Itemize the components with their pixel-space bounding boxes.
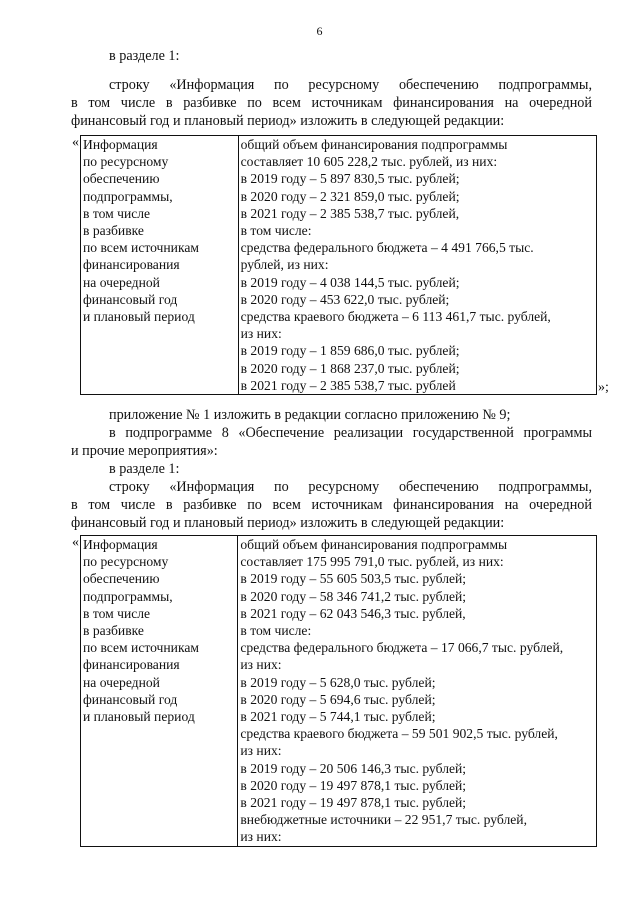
cell-line: Информация — [83, 137, 158, 152]
open-quote: « — [72, 535, 79, 550]
cell-line: в 2020 году – 58 346 741,2 тыс. рублей; — [240, 588, 467, 604]
cell-line: в 2020 году – 2 321 859,0 тыс. рублей; — [240, 188, 460, 204]
cell-line: в разбивке — [83, 223, 144, 239]
right-cell-lines — [241, 136, 594, 394]
cell-line: обеспечению — [83, 171, 160, 187]
cell-line: средства краевого бюджета – 59 501 902,5 тыс. рублей, — [240, 726, 558, 742]
cell-line: в 2021 году – 19 497 878,1 тыс. рублей; — [240, 795, 467, 811]
resource-table-2 — [80, 535, 597, 847]
cell-line: в 2019 году – 1 859 686,0 тыс. рублей; — [240, 343, 460, 359]
table-row — [81, 536, 597, 847]
cell-line: подпрограммы, — [83, 588, 173, 604]
intro-line: финансовый год и плановый период» изложить в следующей редакции: — [71, 113, 505, 129]
cell-line: составляет 175 995 791,0 тыс. рублей, из них: — [240, 554, 504, 570]
cell-line: в том числе — [83, 205, 151, 221]
cell-line: в том числе: — [240, 623, 312, 639]
cell-line: по всем источникам — [83, 640, 199, 656]
left-cell — [81, 536, 238, 847]
right-cell-lines — [240, 536, 594, 846]
cell-line: внебюджетные источники – 22 951,7 тыс. рублей, — [240, 812, 527, 828]
cell-line: и плановый период — [83, 709, 195, 725]
cell-line: в разбивке — [83, 623, 144, 639]
resource-table-1 — [80, 135, 597, 395]
cell-line: в том числе: — [240, 223, 312, 239]
intro-line: в том числе в разбивке по всем источникам финансирования на очередной — [71, 95, 592, 111]
cell-line: финансирования — [83, 657, 180, 673]
appendix-line: приложение № 1 изложить в редакции согласно приложению № 9; — [109, 407, 511, 423]
cell-line: в 2019 году – 4 038 144,5 тыс. рублей; — [240, 274, 460, 290]
right-cell — [238, 136, 596, 395]
section-label: в разделе 1: — [109, 461, 180, 477]
cell-line: в 2021 году – 62 043 546,3 тыс. рублей, — [240, 605, 466, 621]
cell-line: составляет 10 605 228,2 тыс. рублей, из них: — [240, 154, 498, 170]
cell-line: подпрограммы, — [83, 188, 173, 204]
cell-line: из них: — [240, 326, 282, 342]
cell-line: средства краевого бюджета – 6 113 461,7 тыс. рублей, — [240, 309, 551, 325]
subprogram-line: и прочие мероприятия»: — [71, 443, 218, 459]
cell-line: на очередной — [83, 274, 160, 290]
table-row — [81, 136, 597, 395]
left-cell-lines — [83, 136, 236, 325]
intro-line: строку «Информация по ресурсному обеспечению подпрограммы, — [109, 77, 592, 93]
cell-line: по ресурсному — [83, 554, 169, 570]
cell-line: в 2021 году – 5 744,1 тыс. рублей; — [240, 709, 436, 725]
section-label: в разделе 1: — [109, 48, 180, 64]
page-number: 6 — [316, 24, 323, 38]
intro-line: в том числе в разбивке по всем источникам финансирования на очередной — [71, 497, 592, 513]
cell-line: из них: — [240, 829, 282, 845]
cell-line: в 2019 году – 5 897 830,5 тыс. рублей; — [240, 171, 460, 187]
cell-line: в том числе — [83, 605, 151, 621]
cell-line: в 2020 году – 1 868 237,0 тыс. рублей; — [240, 360, 460, 376]
left-cell — [81, 136, 239, 395]
cell-line: обеспечению — [83, 571, 160, 587]
cell-line: в 2021 году – 2 385 538,7 тыс. рублей, — [240, 205, 460, 221]
cell-line: финансовый год — [83, 291, 178, 307]
left-cell-lines — [83, 536, 235, 725]
cell-line: общий объем финансирования подпрограммы — [240, 537, 508, 552]
cell-line: по всем источникам — [83, 240, 199, 256]
subprogram-line: в подпрограмме 8 «Обеспечение реализации государственной программы — [109, 425, 592, 441]
cell-line: в 2019 году – 20 506 146,3 тыс. рублей; — [240, 760, 467, 776]
intro-line: строку «Информация по ресурсному обеспечению подпрограммы, — [109, 479, 592, 495]
cell-line: финансовый год — [83, 691, 178, 707]
cell-line: средства федерального бюджета – 17 066,7 тыс. рублей, — [240, 640, 564, 656]
intro-line: финансовый год и плановый период» изложить в следующей редакции: — [71, 515, 505, 531]
cell-line: из них: — [240, 743, 282, 759]
cell-line: общий объем финансирования подпрограммы — [240, 137, 508, 152]
close-quote: »; — [598, 380, 609, 395]
cell-line: Информация — [83, 537, 158, 552]
cell-line: рублей, из них: — [240, 257, 329, 273]
cell-line: и плановый период — [83, 309, 195, 325]
cell-line: по ресурсному — [83, 154, 169, 170]
right-cell — [238, 536, 597, 847]
cell-line: в 2021 году – 2 385 538,7 тыс. рублей — [240, 377, 456, 393]
cell-line: средства федерального бюджета – 4 491 766,5 тыс. — [240, 240, 534, 256]
cell-line: из них: — [240, 657, 282, 673]
cell-line: финансирования — [83, 257, 180, 273]
cell-line: на очередной — [83, 674, 160, 690]
cell-line: в 2019 году – 5 628,0 тыс. рублей; — [240, 674, 436, 690]
open-quote: « — [72, 135, 79, 150]
cell-line: в 2020 году – 5 694,6 тыс. рублей; — [240, 691, 436, 707]
cell-line: в 2020 году – 453 622,0 тыс. рублей; — [240, 291, 450, 307]
cell-line: в 2019 году – 55 605 503,5 тыс. рублей; — [240, 571, 467, 587]
cell-line: в 2020 году – 19 497 878,1 тыс. рублей; — [240, 777, 467, 793]
